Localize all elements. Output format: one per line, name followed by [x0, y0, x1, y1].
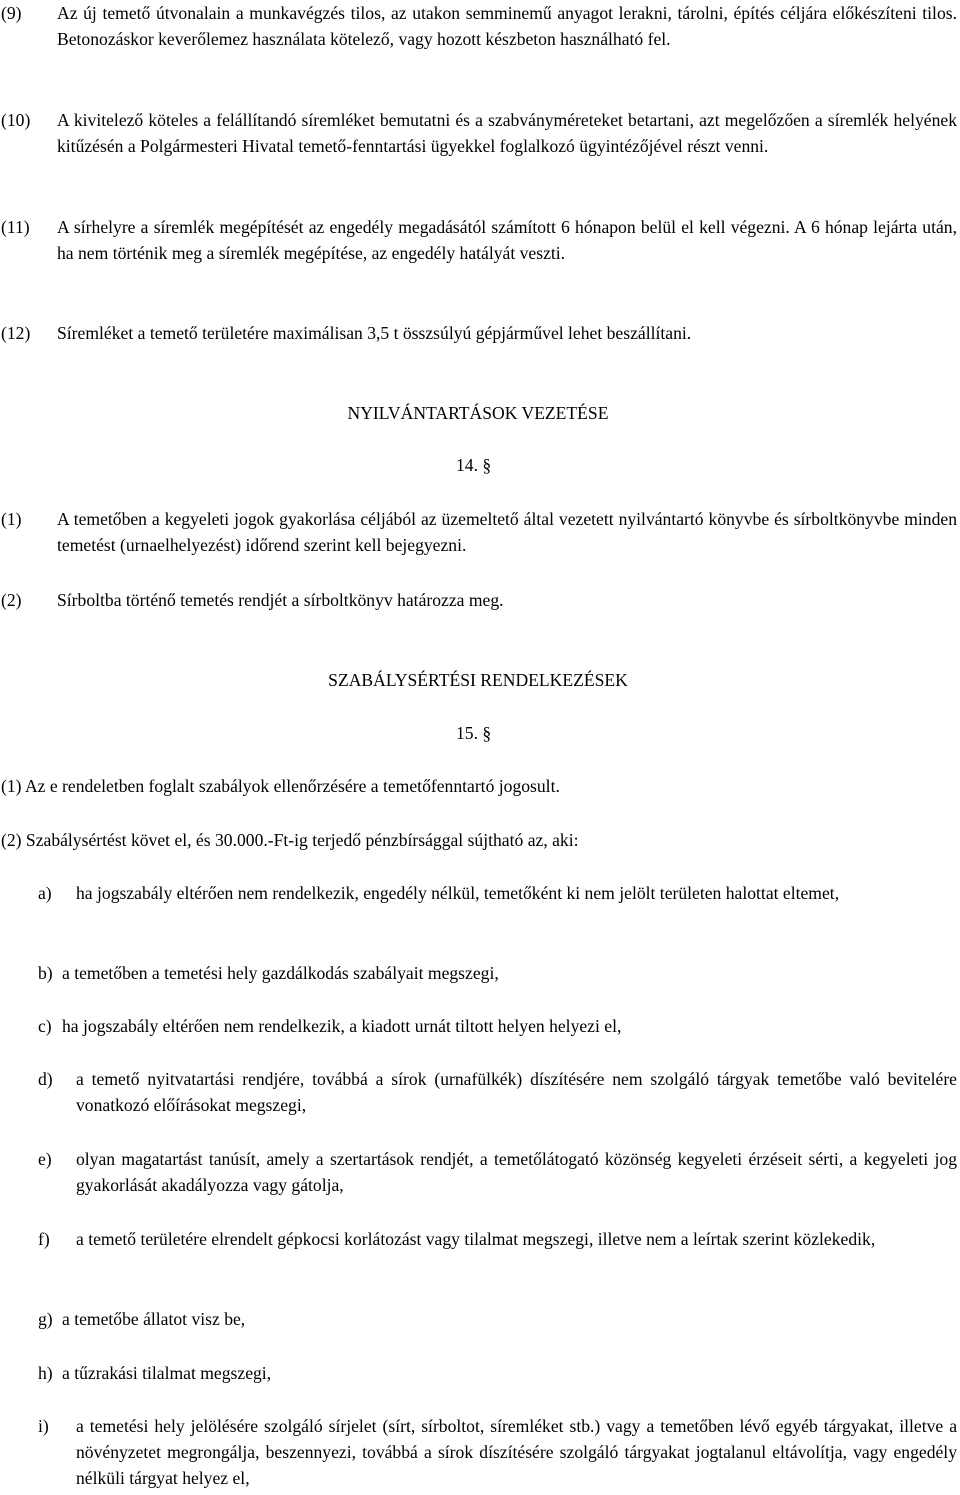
item-text: ha jogszabály eltérően nem rendelkezik, a kiadott urnát tiltott helyen helyezi el, [62, 1016, 622, 1036]
item-marker: g) [38, 1309, 53, 1329]
item-text: a temetési hely jelölésére szolgáló sírjelet (sírt, sírboltot, síremléket stb.) vagy a temetőben lévő egyéb tárgyakat, illetve a növényzetet megrongálja, beszennyezi, továbbá a sírok díszítésére szolgáló tárgyakat jogtalanul eltávolítja, vagy engedély nélküli tárgyat helyez el, [76, 1416, 957, 1488]
item-marker: f) [38, 1229, 50, 1249]
offence-item-e [38, 1146, 957, 1198]
item-text: a temető nyitvatartási rendjére, továbbá a sírok (urnafülkék) díszítésére nem szolgáló tárgyak temetőbe való bevitelére vonatkozó előírásokat megszegi, [76, 1069, 957, 1115]
section15-paragraph-2: (2) Szabálysértést követ el, és 30.000.-Ft-ig terjedő pénzbírsággal sújtható az, aki: [1, 830, 579, 850]
offence-item-h [38, 1360, 957, 1386]
paragraph-text: Síremléket a temető területére maximálisan 3,5 t összsúlyú gépjárművel lehet beszállítani. [57, 323, 692, 343]
paragraph-number: (10) [1, 110, 31, 130]
item-marker: c) [38, 1016, 52, 1036]
item-text: a temető területére elrendelt gépkocsi korlátozást vagy tilalmat megszegi, illetve nem a leírtak szerint közlekedik, [76, 1229, 876, 1249]
item-marker: e) [38, 1149, 52, 1169]
paragraph-number: (2) [1, 590, 22, 610]
paragraph-text: A sírhelyre a síremlék megépítését az engedély megadásától számított 6 hónapon belül el kell végezni. A 6 hónap lejárta után, ha nem történik meg a síremlék megépítése, az engedély hatályát veszti. [57, 217, 957, 263]
offence-item-b [38, 960, 957, 986]
offence-item-c [38, 1013, 957, 1039]
paragraph-12 [1, 320, 957, 346]
paragraph-number: (11) [1, 217, 30, 237]
paragraph-11 [1, 214, 957, 266]
offence-item-a [38, 880, 957, 906]
item-text: a tűzrakási tilalmat megszegi, [62, 1363, 272, 1383]
paragraph-text: A temetőben a kegyeleti jogok gyakorlása céljából az üzemeltető által vezetett nyilvántartó könyvbe és sírboltkönyvbe minden temetést (urnaelhelyezést) időrend szerint kell bejegyezni. [57, 509, 957, 555]
paragraph-10 [1, 107, 957, 159]
paragraph-9 [1, 0, 957, 52]
section-number-14: 14. § [456, 455, 492, 475]
item-marker: b) [38, 963, 53, 983]
paragraph-text: A kivitelező köteles a felállítandó síremléket bemutatni és a szabványméreteket betartani, azt megelőzően a síremlék helyének kitűzésén a Polgármesteri Hivatal temető-fenntartási ügyekkel foglalkozó ügyintézőjével részt venni. [57, 110, 957, 156]
item-text: a temetőben a temetési hely gazdálkodás szabályait megszegi, [62, 963, 499, 983]
item-marker: d) [38, 1069, 53, 1089]
offence-item-f [38, 1226, 957, 1252]
section-heading-records: NYILVÁNTARTÁSOK VEZETÉSE [347, 403, 609, 423]
offence-item-g [38, 1306, 957, 1332]
paragraph-text: Sírboltba történő temetés rendjét a sírboltkönyv határozza meg. [57, 590, 504, 610]
item-text: ha jogszabály eltérően nem rendelkezik, engedély nélkül, temetőként ki nem jelölt területen halottat eltemet, [76, 883, 840, 903]
item-text: olyan magatartást tanúsít, amely a szertartások rendjét, a temetőlátogató közönség kegyeleti érzéseit sérti, a kegyeleti jog gyakorlását akadályozza vagy gátolja, [76, 1149, 957, 1195]
section15-paragraph-1: (1) Az e rendeletben foglalt szabályok ellenőrzésére a temetőfenntartó jogosult. [1, 776, 560, 796]
section-heading-offences: SZABÁLYSÉRTÉSI RENDELKEZÉSEK [328, 670, 628, 690]
section-number-15: 15. § [456, 723, 492, 743]
offence-item-d [38, 1066, 957, 1118]
paragraph-text: Az új temető útvonalain a munkavégzés tilos, az utakon semminemű anyagot lerakni, tárolni, építés céljára előkészíteni tilos. Betonozáskor keverőlemez használata kötelező, vagy hozott készbeton használható fel. [57, 3, 957, 49]
paragraph-number: (9) [1, 3, 22, 23]
section14-paragraph-1 [1, 506, 957, 558]
item-text: a temetőbe állatot visz be, [62, 1309, 246, 1329]
paragraph-number: (1) [1, 509, 22, 529]
section14-paragraph-2 [1, 587, 957, 613]
item-marker: i) [38, 1416, 49, 1436]
item-marker: a) [38, 883, 52, 903]
item-marker: h) [38, 1363, 53, 1383]
paragraph-number: (12) [1, 323, 31, 343]
offence-item-i [38, 1413, 957, 1491]
